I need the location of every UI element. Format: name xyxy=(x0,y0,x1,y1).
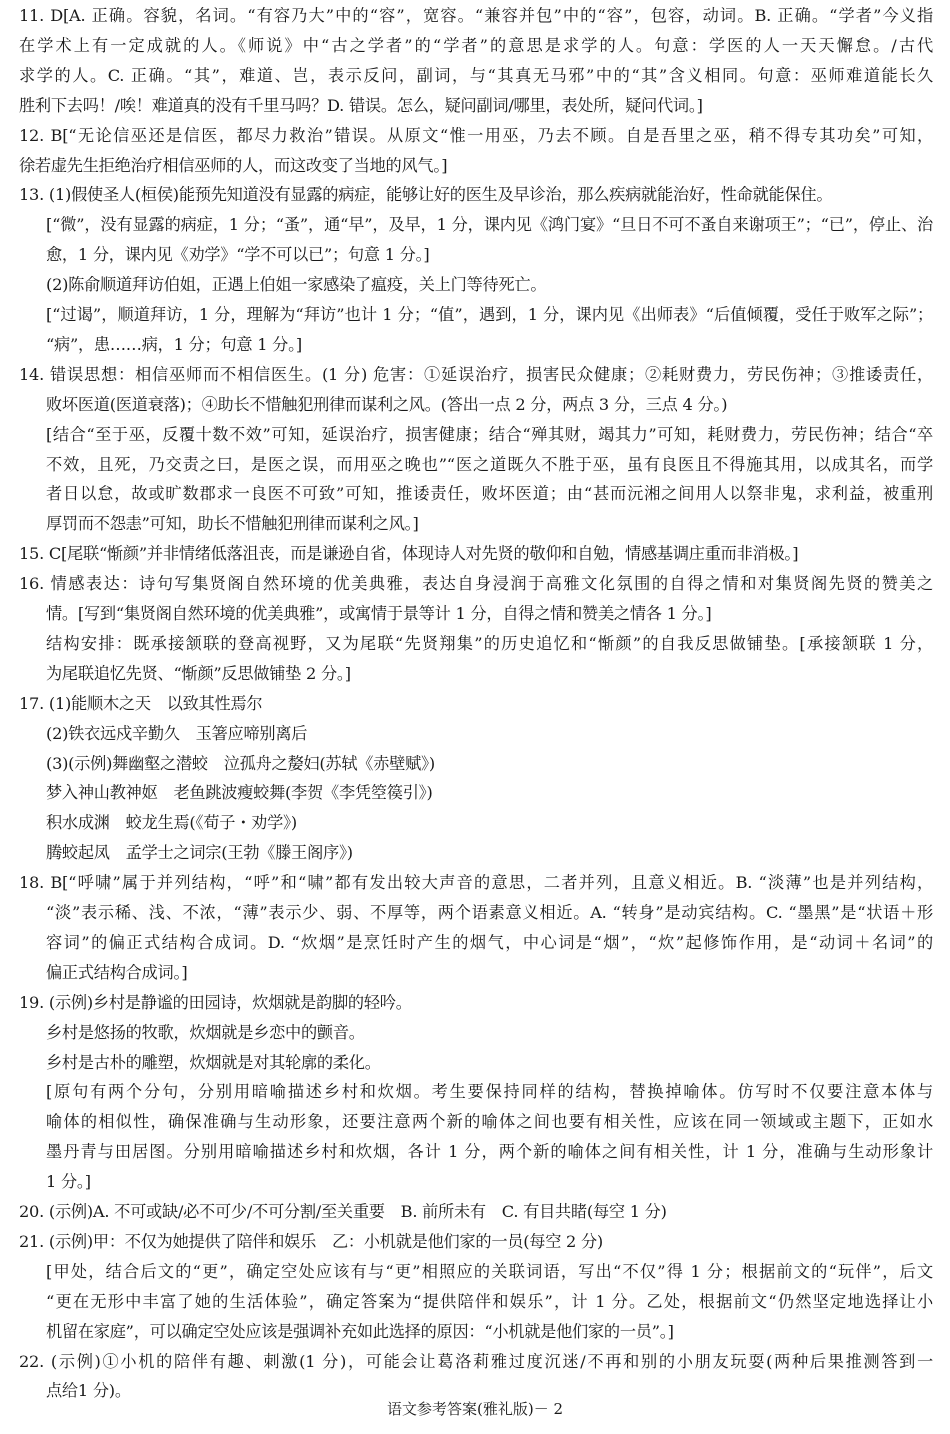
text-line: 者日以怠，故或旷数郡求一良医不可致”可知，推诿责任，败坏医道；由“甚而沅湘之间用人以祭非鬼，求利益，被重刑 xyxy=(46,484,933,504)
text-line: “淡”表示稀、浅、不浓，“薄”表示少、弱、不厚等，两个语素意义相近。A. “转身”是动宾结构。C. “墨黑”是“状语＋形 xyxy=(46,903,933,922)
text-line: [结合“至于巫，反覆十数不效”可知，延误治疗，损害健康；结合“殚其财，竭其力”可知，耗财费力，劳民伤神；结合“卒 xyxy=(46,424,933,444)
text-line: 偏正式结构合成词。] xyxy=(46,962,188,982)
text-line: 胜利下去吗！/唉！难道真的没有千里马吗？D. 错误。怎么，疑问副词/哪里，表处所，疑问代词。] xyxy=(19,95,703,115)
text-line: 结构安排：既承接颔联的登高视野，又为尾联“先贤翔集”的历史追忆和“惭颜”的自我反思做铺垫。[承接颔联 1 分， xyxy=(46,633,933,653)
text-line: “病”，患……病，1 分；句意 1 分。] xyxy=(46,334,302,354)
text-line: 不效，且死，乃交责之曰，是医之误，而用巫之晚也”“医之道既久不胜于巫，虽有良医且不得施其用，以成其名，而学 xyxy=(46,454,933,474)
text-line: 积水成渊 蛟龙生焉(《荀子・劝学》) xyxy=(46,813,297,833)
text-line: 乡村是古朴的雕塑，炊烟就是对其轮廓的柔化。 xyxy=(46,1052,381,1072)
text-line: 愈，1 分，课内见《劝学》“学不可以已”；句意 1 分。] xyxy=(46,245,430,265)
text-line: “更在无形中丰富了她的生活体验”，确定答案为“提供陪伴和娱乐”，计 1 分。乙处，根据前文“仍然坚定地选择让小 xyxy=(46,1291,933,1311)
text-line: 14. 错误思想：相信巫师而不相信医生。(1 分) 危害：①延误治疗，损害民众健康；②耗财费力，劳民伤神；③推诿责任， xyxy=(19,364,933,384)
text-line: 22. (示例)①小机的陪伴有趣、刺激(1 分)，可能会让葛洛莉雅过度沉迷/不再和别的小朋友玩耍(两种后果推测答到一 xyxy=(19,1351,933,1371)
text-line: [甲处，结合后文的“更”，确定空处应该有与“更”相照应的关联词语，写出“不仅”得 1 分；根据前文的“玩伴”，后文 xyxy=(46,1261,933,1281)
text-line: (3)(示例)舞幽壑之潜蛟 泣孤舟之嫠妇(苏轼《赤壁赋》) xyxy=(46,753,435,773)
text-line: 喻体的相似性，确保准确与生动形象，还要注意两个新的喻体之间也要有相关性，应该在同一领域或主题下，正如水 xyxy=(46,1112,933,1132)
text-line: 21. (示例)甲：不仅为她提供了陪伴和娱乐 乙：小机就是他们家的一员(每空 2 分) xyxy=(19,1231,603,1251)
text-line: 18. B[“呼啸”属于并列结构，“呼”和“啸”都有发出较大声音的意思，二者并列，且意义相近。B. “淡薄”也是并列结构， xyxy=(19,873,933,893)
text-line: 1 分。] xyxy=(46,1172,91,1192)
text-line: 为尾联追忆先贤、“惭颜”反思做铺垫 2 分。] xyxy=(46,663,351,683)
text-line: 情。[写到“集贤阁自然环境的优美典雅”，或寓情于景等计 1 分，自得之情和赞美之情各 1 分。] xyxy=(46,604,712,623)
text-line: [原句有两个分句，分别用暗喻描述乡村和炊烟。考生要保持同样的结构，替换掉喻体。仿写时不仅要注意本体与 xyxy=(46,1082,933,1102)
text-line: 20. (示例)A. 不可或缺/必不可少/不可分割/至关重要 B. 前所未有 C. 有目共睹(每空 1 分) xyxy=(19,1202,667,1221)
text-line: 点给1 分)。 xyxy=(46,1381,131,1401)
text-line: 11. D[A. 正确。容貌，名词。“有容乃大”中的“容”，宽容。“兼容并包”中的“容”，包容，动词。B. 正确。“学者”今义指 xyxy=(19,6,933,25)
text-line: 墨丹青与田居图。分别用暗喻描述乡村和炊烟，各计 1 分，两个新的喻体之间有相关性，计 1 分，准确与生动形象计 xyxy=(46,1142,933,1162)
text-line: 厚罚而不怨恚”可知，助长不惜触犯刑律而谋利之风。] xyxy=(46,514,419,534)
text-line: (2)陈俞顺道拜访伯姐，正遇上伯姐一家感染了瘟疫，关上门等待死亡。 xyxy=(46,275,547,295)
text-line: 容词”的偏正式结构合成词。D. “炊烟”是烹饪时产生的烟气，中心词是“烟”，“炊”起修饰作用，是“动词＋名词”的 xyxy=(46,932,933,952)
text-line: 梦入神山教神妪 老鱼跳波瘦蛟舞(李贺《李凭箜篌引》) xyxy=(46,783,433,803)
text-line: 12. B[“无论信巫还是信医，都尽力救治”错误。从原文“惟一用巫，乃去不顾。自是吾里之巫，稍不得专其功矣”可知， xyxy=(19,125,933,145)
text-line: 15. C[尾联“惭颜”并非情绪低落沮丧，而是谦逊自省，体现诗人对先贤的敬仰和自勉，情感基调庄重而非消极。] xyxy=(19,544,799,564)
text-line: 19. (示例)乡村是静谧的田园诗，炊烟就是韵脚的轻吟。 xyxy=(19,992,412,1012)
page-footer: 语文参考答案(雅礼版)－ 2 xyxy=(386,1400,564,1418)
text-line: 在学术上有一定成就的人。《师说》中“古之学者”的“学者”的意思是求学的人。句意：学医的人一天天懈怠。/古代 xyxy=(19,35,933,55)
text-line: (2)铁衣远戍辛勤久 玉箸应啼别离后 xyxy=(46,723,308,743)
text-line: [“过谒”，顺道拜访，1 分，理解为“拜访”也计 1 分；“值”，遇到，1 分，课内见《出师表》“后值倾覆，受任于败军之际”； xyxy=(46,305,933,324)
text-line: 求学的人。C. 正确。“其”，难道、岂，表示反问，副词，与“其真无马邪”中的“其”含义相同。句意：巫师难道能长久 xyxy=(19,65,933,85)
text-line: 17. (1)能顺木之天 以致其性焉尔 xyxy=(19,693,263,713)
text-line: 徐若虚先生拒绝治疗相信巫师的人，而这改变了当地的风气。] xyxy=(19,155,448,175)
text-line: 败坏医道(医道衰落)；④助长不惜触犯刑律而谋利之风。(答出一点 2 分，两点 3 分，三点 4 分。) xyxy=(46,394,728,414)
text-line: [“微”，没有显露的病症，1 分；“蚤”，通“早”，及早，1 分，课内见《鸿门宴》“旦日不可不蚤自来谢项王”；“已”，停止、治 xyxy=(46,215,933,235)
text-line: 乡村是悠扬的牧歌，炊烟就是乡恋中的颤音。 xyxy=(46,1022,365,1042)
text-line: 机留在家庭”，可以确定空处应该是强调补充如此选择的原因：“小机就是他们家的一员”。] xyxy=(46,1321,674,1341)
text-line: 16. 情感表达：诗句写集贤阁自然环境的优美典雅，表达自身浸润于高雅文化氛围的自得之情和对集贤阁先贤的赞美之 xyxy=(19,574,933,594)
text-line: 腾蛟起凤 孟学士之词宗(王勃《滕王阁序》) xyxy=(46,843,353,863)
text-line: 13. (1)假使圣人(桓侯)能预先知道没有显露的病症，能够让好的医生及早诊治，那么疾病就能治好，性命就能保住。 xyxy=(19,185,833,205)
